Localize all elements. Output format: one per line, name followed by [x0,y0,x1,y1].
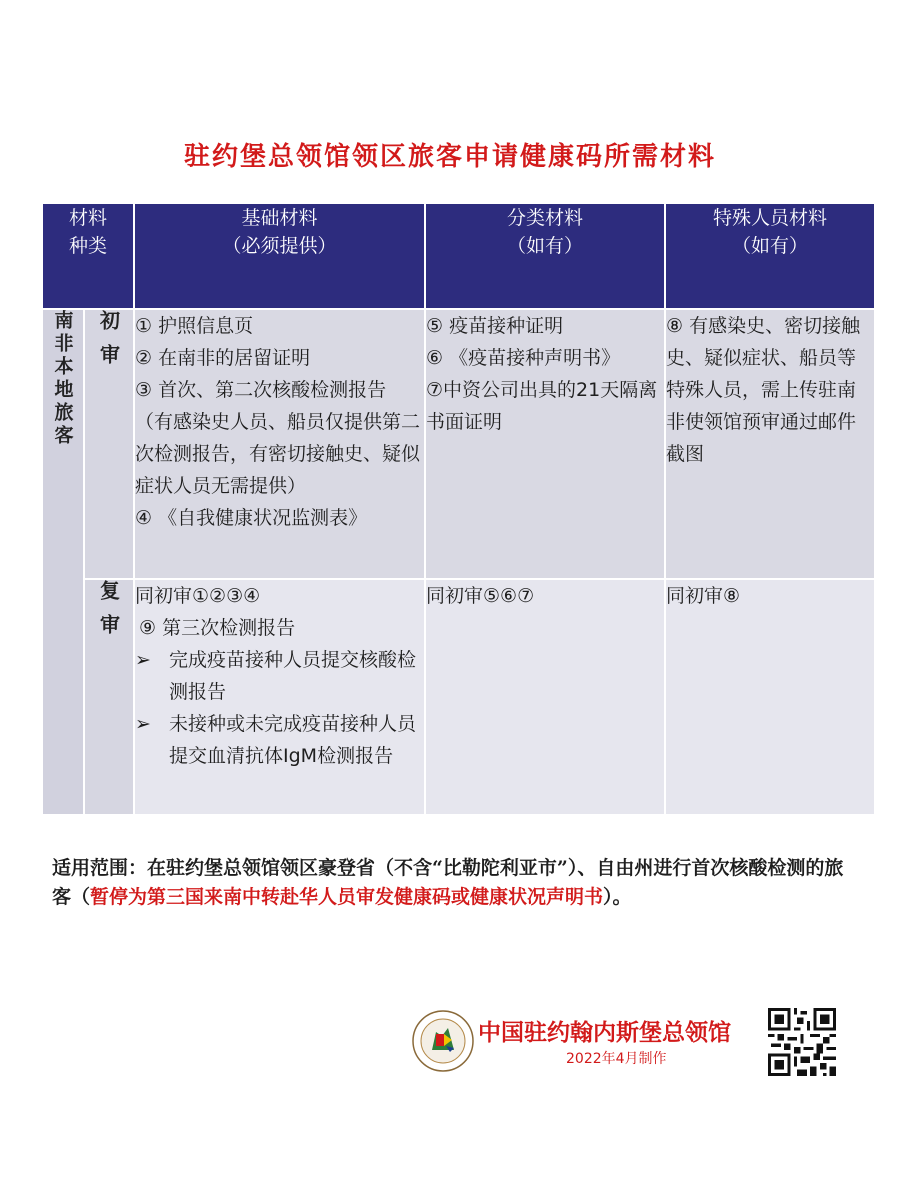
initial-review-row [42,309,875,579]
initial-category-cell [425,309,665,579]
scope-text: 适用范围：在驻约堡总领馆领区豪登省（不含“比勒陀利亚市”）、自由州进行首次核酸检测的旅客（ [52,857,844,908]
consulate-name: 中国驻约翰内斯堡总领馆 [478,1019,731,1046]
header-basic [134,203,425,309]
stage-review [84,579,134,815]
initial-basic-cell [134,309,425,579]
table-header-row [42,203,875,309]
review-category-cell [425,579,665,815]
list-item [135,644,424,708]
footer [412,1008,842,1078]
review-special-cell [665,579,875,815]
arrow-bullet-icon: ➢ [135,713,151,735]
header-type-line1: 材料 [69,207,108,229]
group-label-text: 南非本地旅客 [51,310,74,448]
stage-review-text: 复审 [96,580,121,648]
arrow-bullet-icon: ➢ [135,649,151,671]
list-item: ⑤ 疫苗接种证明 [426,315,564,337]
list-item: ① 护照信息页 [135,315,254,337]
list-item: ④ 《自我健康状况监测表》 [135,507,368,529]
stage-initial [84,309,134,579]
special-text: ⑧ 有感染史、密切接触史、疑似症状、船员等特殊人员，需上传驻南非使领馆预审通过邮件截图 [666,315,861,465]
list-item: ② 在南非的居留证明 [135,347,311,369]
header-basic-line1: 基础材料 [241,207,318,229]
review-basic-cell [134,579,425,815]
scope-red-text: 暂停为第三国来南中转赴华人员审发健康码或健康状况声明书 [90,886,604,908]
list-item: ⑥ 《疫苗接种声明书》 [426,347,621,369]
header-category-line1: 分类材料 [507,207,584,229]
review-same-text: 同初审①②③④ [135,585,261,607]
initial-special-cell [665,309,875,579]
list-item: ⑨ 第三次检测报告 [139,617,296,639]
bullet-text: 完成疫苗接种人员提交核酸检测报告 [169,649,417,703]
list-item: ⑦中资公司出具的21天隔离书面证明 [426,379,658,433]
materials-table [41,202,876,816]
header-special [665,203,875,309]
bullet-text: 未接种或未完成疫苗接种人员提交血清抗体IgM检测报告 [169,713,417,767]
stage-initial-text: 初审 [96,310,121,378]
list-item: ③ 首次、第二次核酸检测报告（有感染史人员、船员仅提供第二次检测报告，有密切接触史、疑似症状人员无需提供） [135,379,421,497]
header-special-line2: （如有） [732,235,809,257]
header-special-line1: 特殊人员材料 [713,207,828,229]
review-same-text: 同初审⑧ [666,585,741,607]
header-basic-line2: （必须提供） [222,235,337,257]
page-title: 驻约堡总领馆领区旅客申请健康码所需材料 [183,142,716,172]
list-item [135,708,424,772]
review-same-text: 同初审⑤⑥⑦ [426,585,535,607]
header-material-type [42,203,134,309]
second-review-row [42,579,875,815]
header-category [425,203,665,309]
qr-code-icon [768,1008,836,1076]
header-type-line2: 种类 [69,235,108,257]
consulate-seal-icon [412,1010,474,1072]
scope-note [52,854,852,912]
made-date: 2022年4月制作 [566,1051,667,1067]
scope-end-text: ）。 [603,886,632,908]
header-category-line2: （如有） [507,235,584,257]
group-label [42,309,84,815]
